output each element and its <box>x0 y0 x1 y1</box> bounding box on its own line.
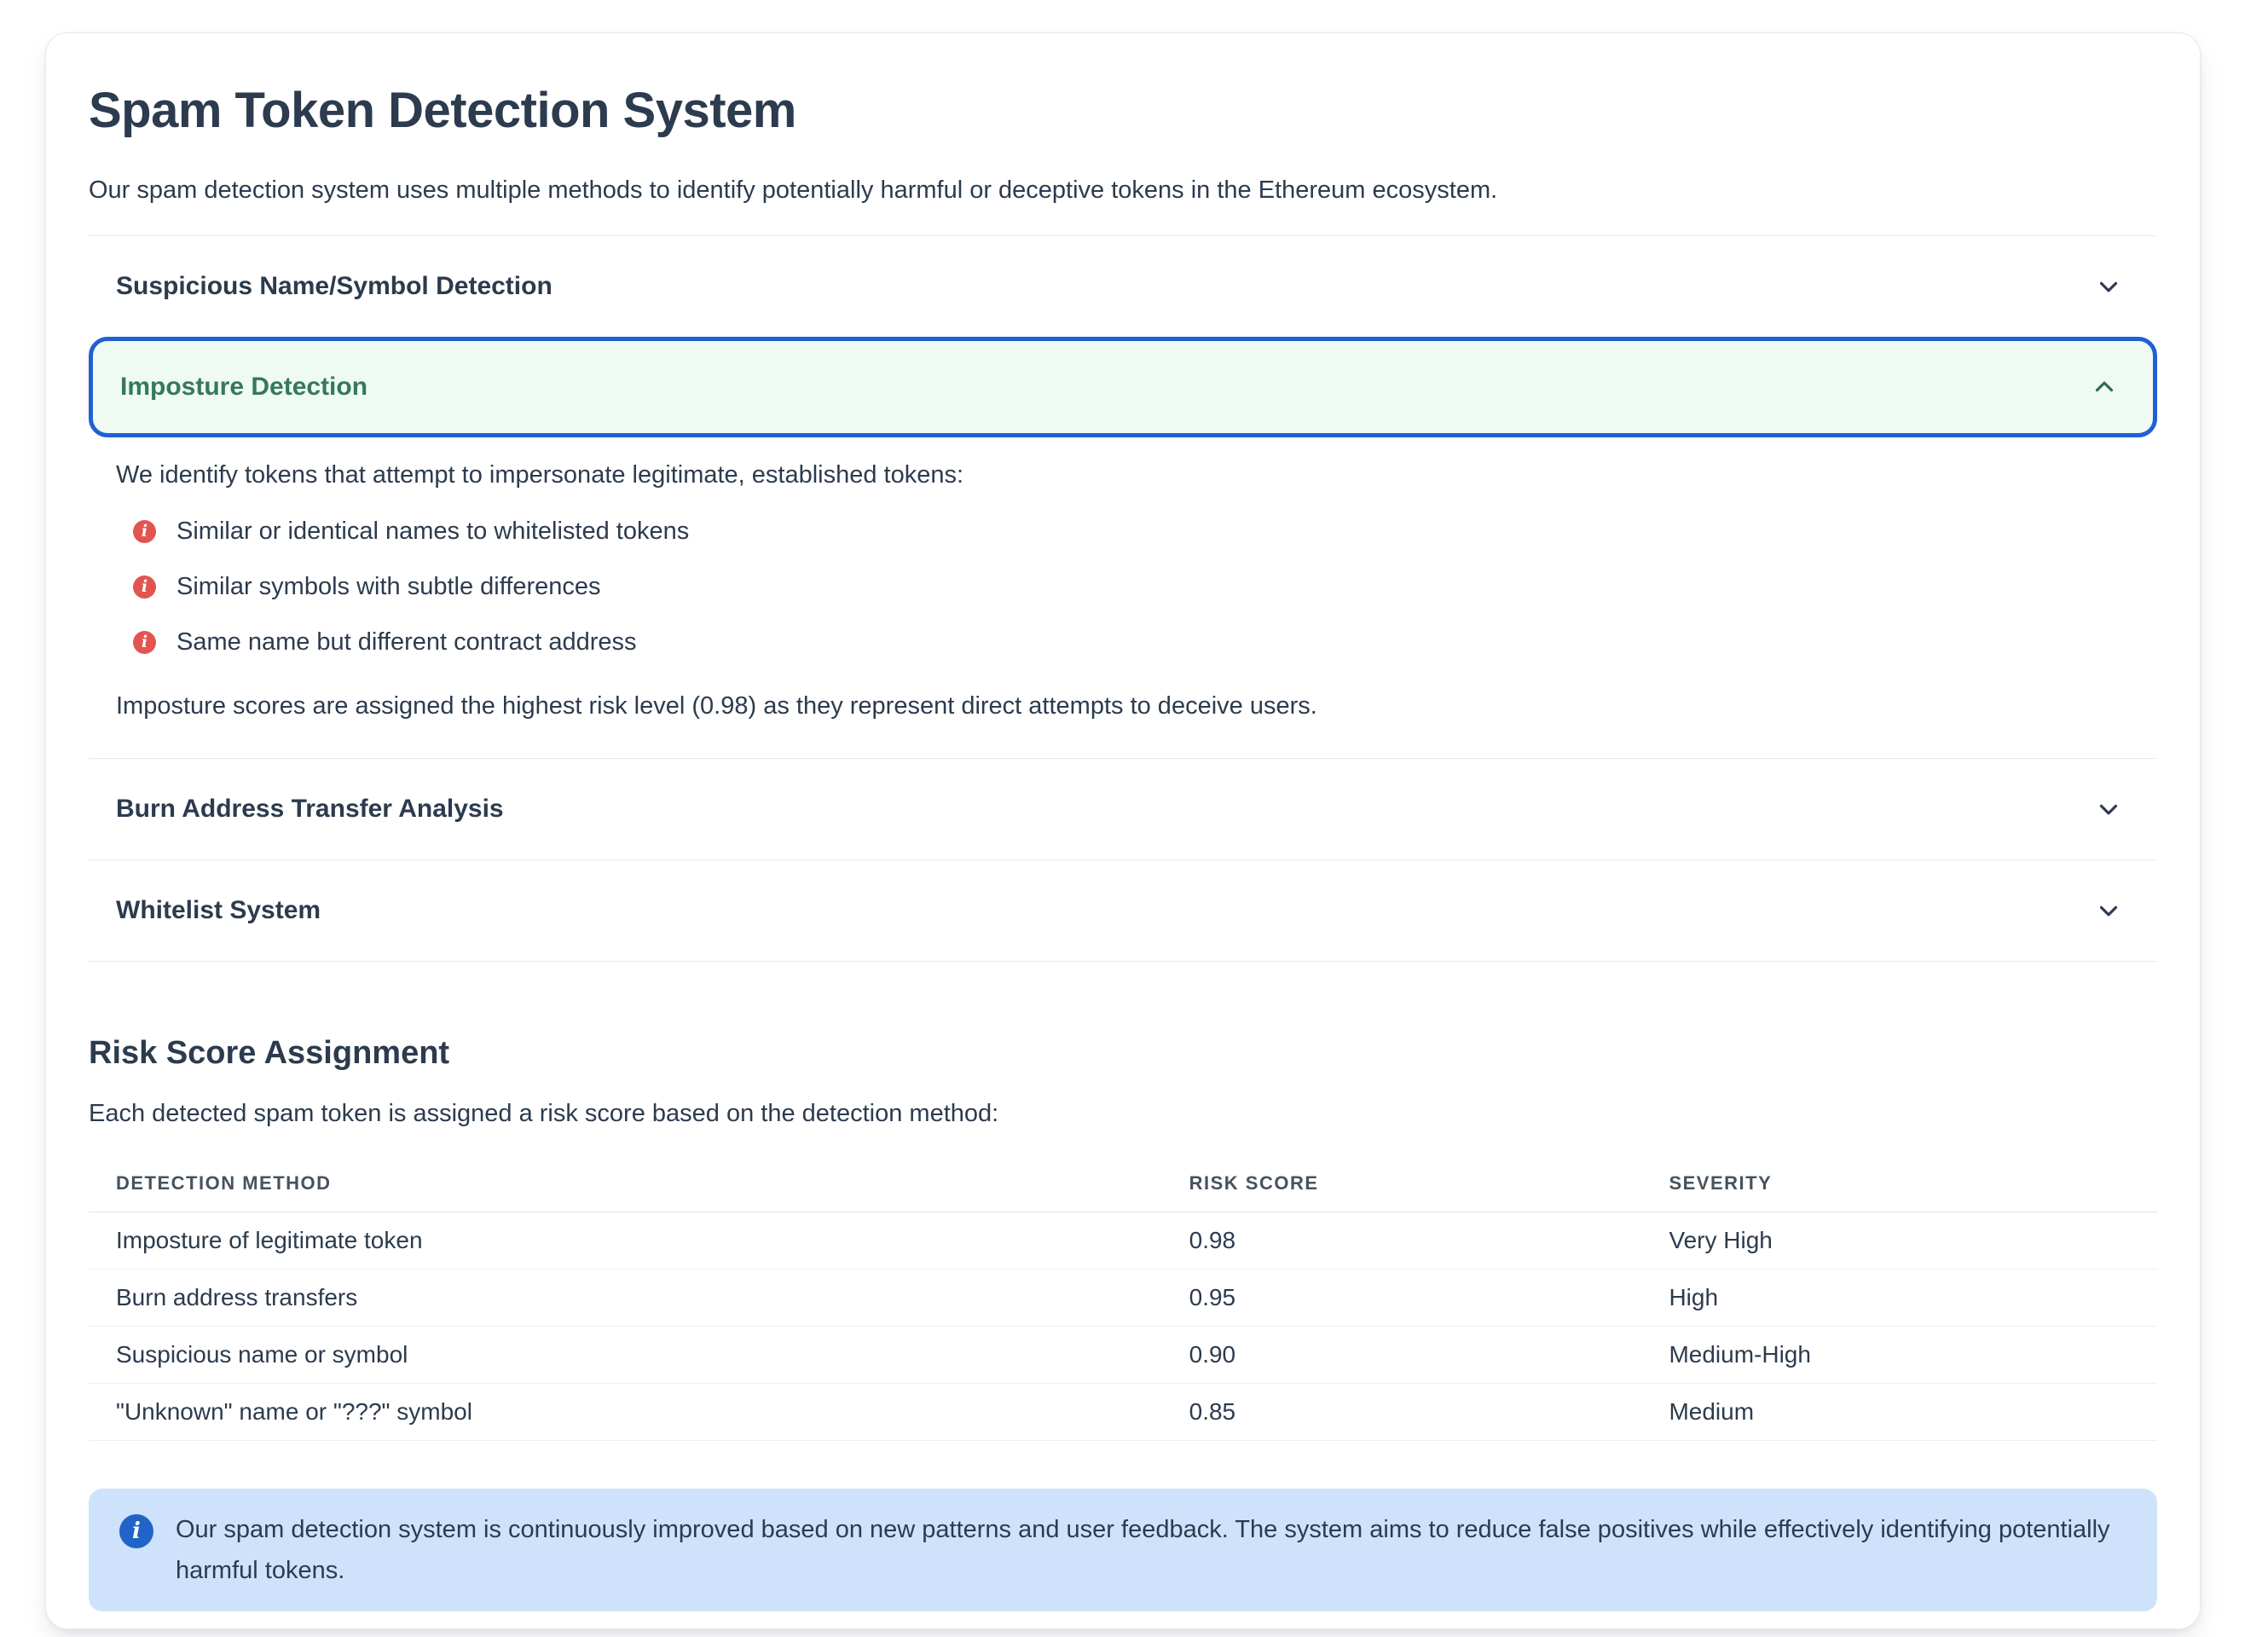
info-circle-icon: i <box>133 576 156 599</box>
risk-score-table <box>89 1157 2157 1441</box>
cell-severity: High <box>1669 1270 2157 1327</box>
cell-score: 0.90 <box>1189 1327 1669 1384</box>
accordion-item-suspicious-name[interactable] <box>89 235 2157 337</box>
accordion-label: Burn Address Transfer Analysis <box>116 795 504 823</box>
list-item <box>133 516 2157 547</box>
chevron-down-icon <box>2094 896 2123 925</box>
accordion <box>89 235 2157 962</box>
cell-method: "Unknown" name or "???" symbol <box>89 1384 1189 1441</box>
cell-score: 0.98 <box>1189 1212 1669 1270</box>
bullet-text: Similar or identical names to whitelisted tokens <box>176 518 690 545</box>
accordion-item-burn-address[interactable] <box>89 758 2157 859</box>
chevron-down-icon <box>2094 795 2123 824</box>
info-callout-text: Our spam detection system is continuously improved based on new patterns and user feedback. The system aims to reduce false positives while effectively identifying potentially harmful tokens. <box>176 1516 2110 1584</box>
chevron-down-icon <box>2094 272 2123 301</box>
cell-method: Suspicious name or symbol <box>89 1327 1189 1384</box>
info-circle-icon: i <box>119 1514 153 1548</box>
accordion-label: Suspicious Name/Symbol Detection <box>116 272 553 300</box>
chevron-up-icon <box>2090 373 2119 402</box>
table-row <box>89 1270 2157 1327</box>
imposture-bullet-list <box>133 516 2157 657</box>
divider <box>89 961 2157 962</box>
cell-score: 0.95 <box>1189 1270 1669 1327</box>
imposture-note: Imposture scores are assigned the highest risk level (0.98) as they represent direct attempts to deceive users. <box>116 692 1317 720</box>
info-callout <box>89 1489 2157 1611</box>
risk-score-heading: Risk Score Assignment <box>89 1035 450 1071</box>
table-row <box>89 1327 2157 1384</box>
cell-score: 0.85 <box>1189 1384 1669 1441</box>
list-item <box>133 571 2157 602</box>
table-row <box>89 1212 2157 1270</box>
table-row <box>89 1384 2157 1441</box>
table-header-row <box>89 1157 2157 1212</box>
accordion-label: Imposture Detection <box>120 373 368 401</box>
cell-severity: Medium <box>1669 1384 2157 1441</box>
accordion-label: Whitelist System <box>116 896 321 924</box>
list-item <box>133 627 2157 657</box>
accordion-item-imposture[interactable] <box>89 337 2157 437</box>
cell-method: Imposture of legitimate token <box>89 1212 1189 1270</box>
page-title: Spam Token Detection System <box>89 83 796 138</box>
cell-severity: Medium-High <box>1669 1327 2157 1384</box>
imposture-intro: We identify tokens that attempt to impersonate legitimate, established tokens: <box>116 461 964 489</box>
column-header-detection-method: DETECTION METHOD <box>89 1157 1189 1212</box>
cell-severity: Very High <box>1669 1212 2157 1270</box>
column-header-severity: SEVERITY <box>1669 1157 2157 1212</box>
bullet-text: Similar symbols with subtle differences <box>176 573 601 600</box>
info-circle-icon: i <box>133 520 156 543</box>
page-subtitle: Our spam detection system uses multiple methods to identify potentially harmful or deceptive tokens in the Ethereum ecosystem. <box>89 176 1498 204</box>
imposture-content <box>89 437 2157 758</box>
accordion-item-whitelist[interactable] <box>89 859 2157 961</box>
info-circle-icon: i <box>133 631 156 654</box>
column-header-risk-score: RISK SCORE <box>1189 1157 1669 1212</box>
cell-method: Burn address transfers <box>89 1270 1189 1327</box>
spam-detection-card <box>45 32 2201 1629</box>
risk-score-description: Each detected spam token is assigned a risk score based on the detection method: <box>89 1100 999 1127</box>
bullet-text: Same name but different contract address <box>176 628 637 656</box>
